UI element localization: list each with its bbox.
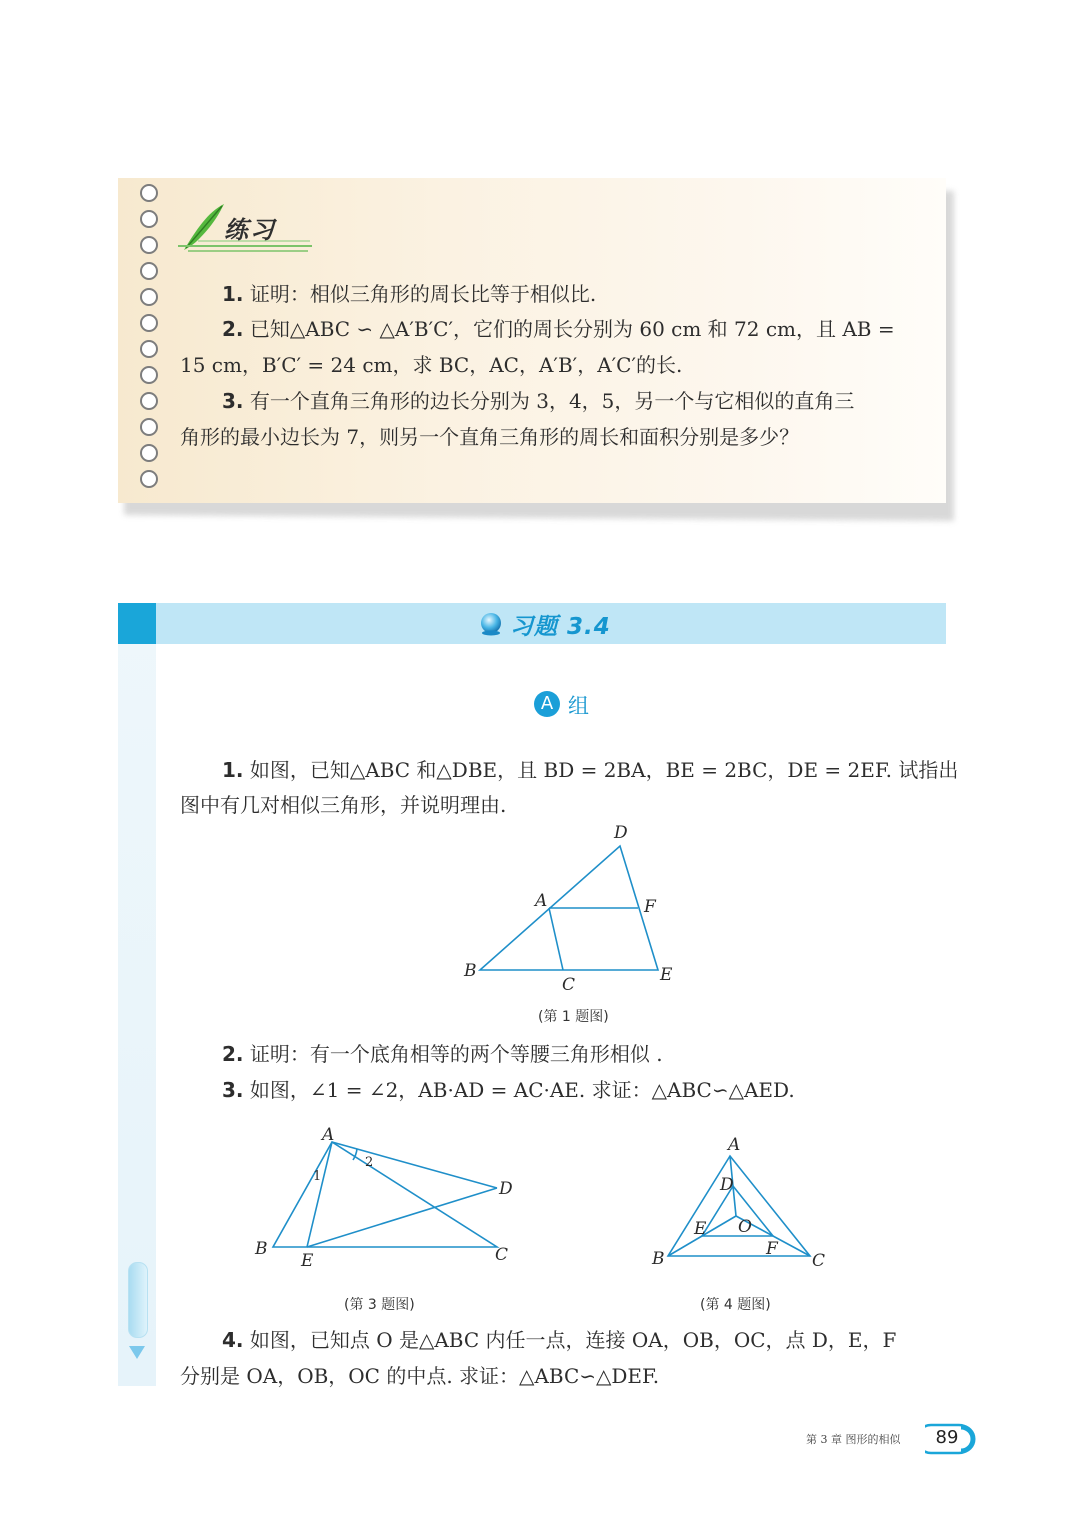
globe-icon: [478, 611, 504, 637]
ring-icon: [140, 236, 158, 254]
practice-item-2-cont: 15 cm，B′C′ = 24 cm，求 BC，AC，A′B′，A′C′的长.: [180, 353, 683, 377]
label-f: F: [766, 1239, 778, 1259]
label-o: O: [738, 1217, 752, 1237]
item-text: 如图，已知△ABC 和△DBE，且 BD = 2BA，BE = 2BC，DE = 2EF. 试指出: [249, 758, 959, 782]
exercise-item-4-cont: 分别是 OA，OB，OC 的中点. 求证：△ABC∽△DEF.: [180, 1364, 660, 1388]
ring-icon: [140, 314, 158, 332]
item-text: 如图，已知点 O 是△ABC 内任一点，连接 OA，OB，OC，点 D，E，F: [249, 1328, 897, 1352]
item-number: 1.: [222, 758, 244, 782]
ring-icon: [140, 184, 158, 202]
label-b: B: [652, 1249, 665, 1269]
item-text: 已知△ABC ∽ △A′B′C′，它们的周长分别为 60 cm 和 72 cm，且 AB =: [249, 317, 895, 341]
ring-icon: [140, 444, 158, 462]
segment-ed: [307, 1188, 497, 1247]
practice-title: 练习: [224, 216, 276, 244]
section-side-bar-head: [118, 603, 156, 644]
ring-icon: [140, 288, 158, 306]
label-e: E: [660, 965, 673, 985]
segment-ad: [332, 1142, 497, 1188]
practice-item-2: [222, 317, 895, 341]
figure-3-caption: (第 3 题图): [344, 1297, 415, 1313]
label-d: D: [614, 823, 628, 843]
figure-4: [640, 1128, 840, 1273]
ring-icon: [140, 340, 158, 358]
triangle-abc: [668, 1156, 810, 1256]
item-text: 如图，∠1 = ∠2，AB·AD = AC·AE. 求证：△ABC∽△AED.: [249, 1078, 795, 1102]
group-label: 组: [568, 694, 589, 718]
segment-ac: [549, 908, 563, 970]
exercise-title: 习题 3.4: [510, 614, 611, 640]
notebook-rings: [140, 184, 160, 494]
label-b: B: [255, 1239, 268, 1259]
exercise-item-3: [222, 1078, 795, 1102]
item-number: 3.: [222, 1078, 244, 1102]
label-e: E: [694, 1219, 707, 1239]
item-number: 4.: [222, 1328, 244, 1352]
label-d: D: [720, 1175, 734, 1195]
chapter-footer: 第 3 章 图形的相似: [806, 1433, 901, 1446]
exercise-item-2: [222, 1042, 663, 1066]
label-c: C: [495, 1245, 509, 1265]
ring-icon: [140, 418, 158, 436]
item-number: 1.: [222, 282, 244, 306]
ring-icon: [140, 262, 158, 280]
label-c: C: [812, 1251, 826, 1271]
practice-item-3-cont: 角形的最小边长为 7，则另一个直角三角形的周长和面积分别是多少？: [180, 425, 800, 449]
scroll-down-arrow-icon[interactable]: [128, 1344, 146, 1360]
label-f: F: [644, 897, 656, 917]
figure-1: [450, 818, 690, 998]
ring-icon: [140, 470, 158, 488]
practice-item-1: [222, 282, 596, 306]
label-e: E: [301, 1251, 314, 1271]
exercise-item-1: [222, 758, 958, 782]
ring-icon: [140, 366, 158, 384]
item-text: 有一个直角三角形的边长分别为 3，4，5，另一个与它相似的直角三: [249, 389, 855, 413]
figure-3: [245, 1120, 530, 1275]
label-c: C: [562, 975, 576, 995]
label-a: A: [535, 891, 548, 911]
figure-1-caption: (第 1 题图): [538, 1009, 609, 1025]
page-number: 89: [935, 1427, 959, 1448]
ring-icon: [140, 392, 158, 410]
triangle-abc: [273, 1142, 497, 1247]
label-a: A: [322, 1125, 335, 1145]
group-a-badge: A: [534, 691, 560, 717]
scrollbar-thumb[interactable]: [128, 1262, 148, 1338]
item-number: 2.: [222, 317, 244, 341]
item-text: 证明：相似三角形的周长比等于相似比.: [249, 282, 597, 306]
angle-1-label: 1: [313, 1169, 322, 1184]
exercise-item-4: [222, 1328, 896, 1352]
practice-item-3: [222, 389, 854, 413]
ring-icon: [140, 210, 158, 228]
item-number: 2.: [222, 1042, 244, 1066]
label-a: A: [728, 1135, 741, 1155]
angle-2-label: 2: [365, 1155, 374, 1170]
figure-4-caption: (第 4 题图): [700, 1297, 771, 1313]
label-d: D: [499, 1179, 513, 1199]
exercise-item-1-cont: 图中有几对相似三角形，并说明理由.: [180, 793, 507, 817]
segment-ae: [307, 1142, 332, 1247]
label-b: B: [464, 961, 477, 981]
item-number: 3.: [222, 389, 244, 413]
item-text: 证明：有一个底角相等的两个等腰三角形相似 .: [249, 1042, 663, 1066]
